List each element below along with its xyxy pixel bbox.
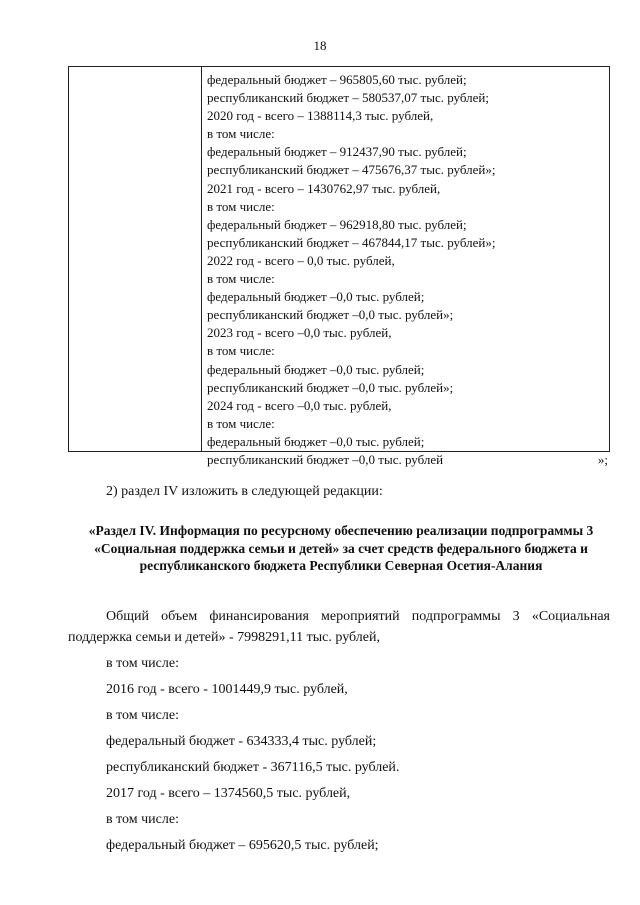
table-line: федеральный бюджет –0,0 тыс. рублей; — [207, 289, 425, 305]
table-line: федеральный бюджет – 912437,90 тыс. рублей; — [207, 144, 467, 160]
body-line: республиканский бюджет - 367116,5 тыс. рублей. — [106, 760, 400, 775]
table-line: в том числе: — [207, 271, 275, 287]
body-line: в том числе: — [106, 656, 179, 671]
table-line: республиканский бюджет – 580537,07 тыс. рублей; — [207, 90, 489, 106]
table-line: федеральный бюджет –0,0 тыс. рублей; — [207, 433, 425, 449]
table-line: республиканский бюджет –0,0 тыс. рублей»; — [207, 379, 454, 395]
table-line: федеральный бюджет – 965805,60 тыс. рублей; — [207, 72, 467, 87]
table-cell-funding-text — [207, 71, 605, 469]
table-line: республиканский бюджет –0,0 тыс. рублей — [207, 451, 444, 467]
table-line: республиканский бюджет – 475676,37 тыс. рублей»; — [207, 162, 496, 178]
body-line: 2017 год - всего – 1374560,5 тыс. рублей, — [106, 786, 351, 801]
funding-table — [68, 66, 610, 467]
table-line: в том числе: — [207, 415, 275, 431]
list-item-2: 2) раздел IV изложить в следующей редакции: — [106, 484, 383, 499]
closing-quote: »; — [597, 452, 608, 467]
table-line: в том числе: — [207, 198, 275, 214]
page-number: 18 — [313, 38, 327, 53]
body-line: в том числе: — [106, 812, 179, 827]
body-line: федеральный бюджет - 634333,4 тыс. рублей; — [106, 734, 377, 749]
table-line: 2024 год - всего –0,0 тыс. рублей, — [207, 397, 392, 413]
table-line: 2022 год - всего – 0,0 тыс. рублей, — [207, 252, 395, 268]
table-line: 2021 год - всего – 1430762,97 тыс. рублей, — [207, 180, 441, 196]
table-line: республиканский бюджет – 467844,17 тыс. рублей»; — [207, 234, 496, 250]
table-line: в том числе: — [207, 126, 275, 142]
body-line: 2016 год - всего - 1001449,9 тыс. рублей, — [106, 682, 348, 697]
table-line: 2023 год - всего –0,0 тыс. рублей, — [207, 325, 392, 341]
table-line: 2020 год - всего – 1388114,3 тыс. рублей, — [207, 108, 434, 124]
table-line: республиканский бюджет –0,0 тыс. рублей»; — [207, 307, 454, 323]
table-line: в том числе: — [207, 343, 275, 359]
table-line: федеральный бюджет –0,0 тыс. рублей; — [207, 361, 425, 377]
intro-paragraph: Общий объем финансирования мероприятий подпрограммы 3 «Социальная поддержка семьи и детей» - 7998291,11 тыс. рублей, — [68, 609, 610, 645]
table-line: федеральный бюджет – 962918,80 тыс. рублей; — [207, 216, 467, 232]
table-column-divider — [201, 67, 202, 451]
section-heading: «Раздел IV. Информация по ресурсному обеспечению реализации подпрограммы 3 «Социальная поддержка семьи и детей» за счет средств федерального бюджета и республиканского бюджета Республики Северная Осетия-Алания — [88, 523, 594, 573]
body-line: в том числе: — [106, 708, 179, 723]
body-line: федеральный бюджет – 695620,5 тыс. рублей; — [106, 838, 379, 853]
